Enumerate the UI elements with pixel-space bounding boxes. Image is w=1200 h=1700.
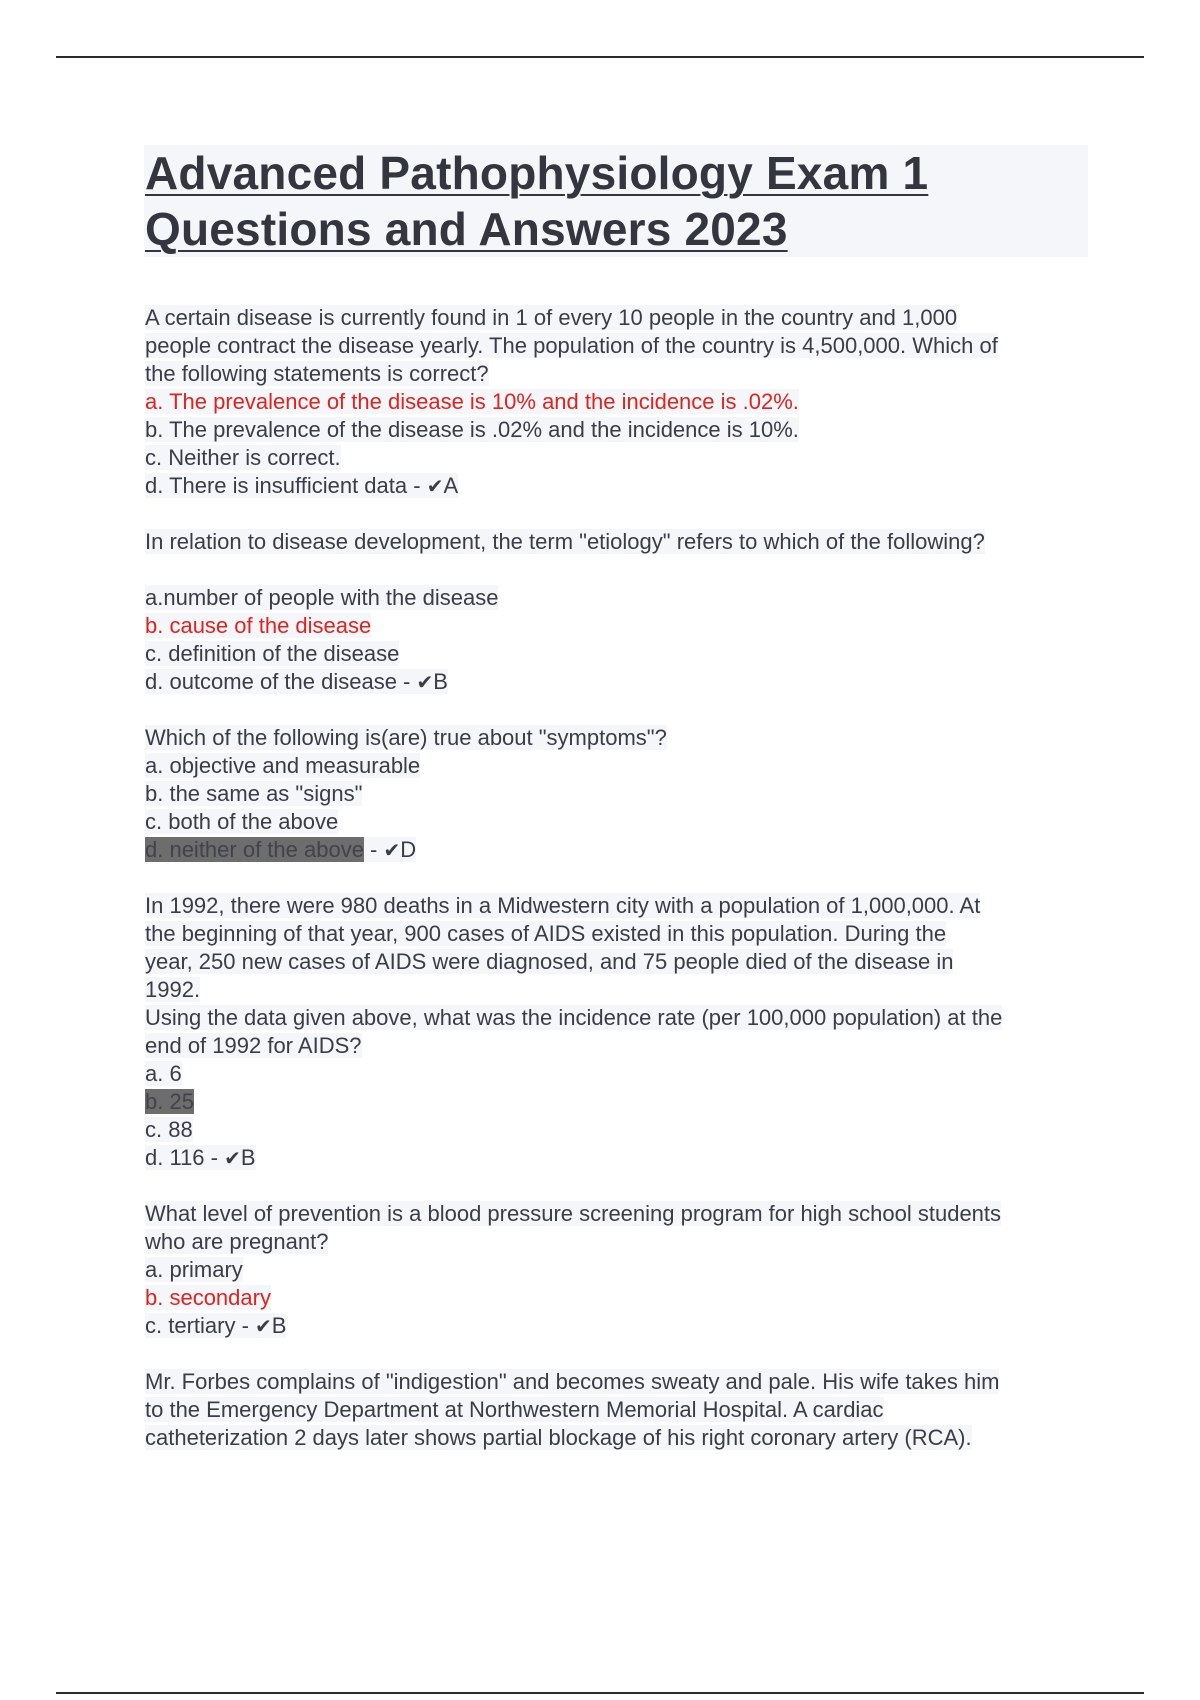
question-stem-line: In relation to disease development, the term "etiology" refers to which of the following? <box>145 529 985 554</box>
question-block <box>145 304 1090 500</box>
answer-option: c. both of the above <box>145 809 339 834</box>
answer-option-with-key: d. 116 - ✔B <box>145 1145 256 1170</box>
checkmark-icon: ✔ <box>426 474 444 498</box>
answer-option-with-key: d. There is insufficient data - ✔A <box>145 473 459 498</box>
question-block <box>145 892 1090 1172</box>
answer-separator: - <box>235 1313 256 1338</box>
question-stem-line: the following statements is correct? <box>145 361 489 386</box>
question-block <box>145 1368 1090 1452</box>
answer-separator: - <box>204 1145 225 1170</box>
document-title <box>145 145 1085 257</box>
question-stem-line: who are pregnant? <box>145 1229 329 1254</box>
question-stem-line: Which of the following is(are) true about "symptoms"? <box>145 725 667 750</box>
highlighted-answer: b. 25 <box>145 1089 194 1114</box>
spacer <box>145 556 1090 584</box>
spacer <box>145 1172 1090 1200</box>
bottom-rule <box>56 1692 1144 1694</box>
answer-option-with-key: c. tertiary - ✔B <box>145 1313 287 1338</box>
answer-separator: - <box>396 669 417 694</box>
question-stem-line: catheterization 2 days later shows partial blockage of his right coronary artery (RCA). <box>145 1425 972 1450</box>
title-line-2: Questions and Answers 2023 <box>145 203 788 255</box>
answer-key: B <box>271 1313 287 1338</box>
question-stem-line: Using the data given above, what was the incidence rate (per 100,000 population) at the <box>145 1005 1003 1030</box>
highlighted-answer: d. neither of the above <box>145 837 364 862</box>
question-stem-line: Mr. Forbes complains of "indigestion" and becomes sweaty and pale. His wife takes him <box>145 1369 1000 1394</box>
question-stem-line: 1992. <box>145 977 201 1002</box>
questions-content <box>145 304 1090 1452</box>
spacer <box>145 1340 1090 1368</box>
answer-option-with-key <box>145 836 1090 864</box>
answer-option: a. 6 <box>145 1061 182 1086</box>
answer-option-correct: b. cause of the disease <box>145 613 372 638</box>
answer-option: a.number of people with the disease <box>145 585 499 610</box>
question-stem-line: A certain disease is currently found in 1 of every 10 people in the country and 1,000 <box>145 305 958 330</box>
answer-key: A <box>443 473 459 498</box>
top-rule <box>56 56 1144 58</box>
question-block <box>145 528 1090 696</box>
spacer <box>145 864 1090 892</box>
answer-key: B <box>240 1145 256 1170</box>
checkmark-icon: ✔ <box>255 1314 272 1338</box>
spacer <box>145 696 1090 724</box>
question-block <box>145 1200 1090 1340</box>
answer-separator: - <box>407 473 427 498</box>
answer-option: a. primary <box>145 1257 243 1282</box>
answer-option: c. 88 <box>145 1117 193 1142</box>
answer-separator: - <box>363 837 384 862</box>
question-stem-line: In 1992, there were 980 deaths in a Midwestern city with a population of 1,000,000. At <box>145 893 981 918</box>
answer-key: B <box>433 669 448 694</box>
question-block <box>145 724 1090 864</box>
answer-option: c. definition of the disease <box>145 641 400 666</box>
answer-option: a. objective and measurable <box>145 753 421 778</box>
title-line-1: Advanced Pathophysiology Exam 1 <box>145 147 929 199</box>
answer-option: b. the same as "signs" <box>145 781 363 806</box>
answer-key: D <box>400 837 417 862</box>
answer-option-highlighted <box>145 1088 1090 1116</box>
answer-option: c. Neither is correct. <box>145 445 341 470</box>
question-stem-line: people contract the disease yearly. The population of the country is 4,500,000. Which of <box>145 333 998 358</box>
answer-option-correct: b. secondary <box>145 1285 271 1310</box>
answer-option-with-key: d. outcome of the disease - ✔B <box>145 669 448 694</box>
answer-option: b. The prevalence of the disease is .02% and the incidence is 10%. <box>145 417 799 442</box>
checkmark-icon: ✔ <box>224 1146 241 1170</box>
question-stem-line: end of 1992 for AIDS? <box>145 1033 362 1058</box>
question-stem-line: to the Emergency Department at Northwestern Memorial Hospital. A cardiac <box>145 1397 884 1422</box>
question-stem-line: the beginning of that year, 900 cases of AIDS existed in this population. During the <box>145 921 947 946</box>
question-stem-line: What level of prevention is a blood pressure screening program for high school students <box>145 1201 1002 1226</box>
question-stem-line: year, 250 new cases of AIDS were diagnosed, and 75 people died of the disease in <box>145 949 954 974</box>
checkmark-icon: ✔ <box>416 670 434 694</box>
answer-option-correct: a. The prevalence of the disease is 10% and the incidence is .02%. <box>145 389 799 414</box>
spacer <box>145 500 1090 528</box>
checkmark-icon: ✔ <box>383 838 401 862</box>
